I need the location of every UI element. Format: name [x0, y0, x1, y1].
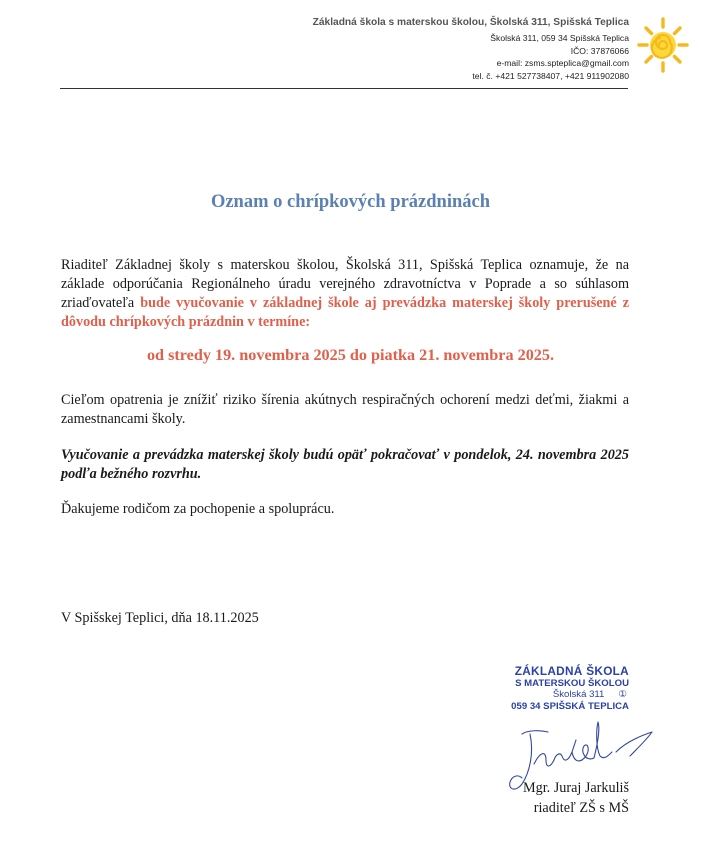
stamp-street: Školská 311 — [552, 689, 605, 700]
notice-paragraph-3: Vyučovanie a prevádzka materskej školy budú opäť pokračovať v pondelok, 24. novembra 2025 podľa bežného rozvrhu. — [61, 447, 629, 482]
school-ico: IČO: 37876066 — [570, 45, 629, 56]
stamp-line-4: 059 34 SPIŠSKÁ TEPLICA — [511, 700, 629, 712]
stamp-line-2: S MATERSKOU ŠKOLOU — [515, 677, 629, 689]
signatory-name: Mgr. Juraj Jarkuliš — [522, 780, 629, 796]
school-name: Základná škola s materskou školou, Školská 311, Spišská Teplica — [312, 17, 629, 28]
signatory-role: riaditeľ ZŠ s MŠ — [533, 800, 629, 816]
stamp-line-3 — [511, 689, 629, 701]
closure-dates: od stredy 19. novembra 2025 do piatka 21. novembra 2025. — [146, 346, 555, 364]
header-divider — [60, 88, 628, 89]
stamp-number: ① — [618, 689, 627, 700]
place-and-date: V Spišskej Teplici, dňa 18.11.2025 — [61, 610, 259, 626]
stamp-line-1: ZÁKLADNÁ ŠKOLA — [514, 664, 629, 678]
sun-logo-icon — [636, 16, 690, 74]
signatory — [523, 778, 629, 818]
notice-paragraph-4: Ďakujeme rodičom za pochopenie a spoluprácu. — [61, 501, 335, 517]
paragraph-1-highlight: bude vyučovanie v základnej škole aj prevádzka materskej školy prerušené z dôvodu chrípkových prázdnin v termíne: — [61, 295, 630, 330]
school-stamp — [511, 666, 629, 712]
school-email: e-mail: zsms.spteplica@gmail.com — [496, 58, 629, 69]
letterhead — [313, 16, 629, 82]
notice-paragraph-2: Cieľom opatrenia je znížiť riziko šírenia akútnych respiračných ochorení medzi deťmi, žiakmi a zamestnancami školy. — [61, 392, 629, 427]
notice-title: Oznam o chrípkových prázdninách — [210, 192, 491, 212]
school-phone: tel. č. +421 527738407, +421 911902080 — [472, 70, 629, 81]
school-address: Školská 311, 059 34 Spišská Teplica — [490, 33, 629, 43]
notice-paragraph-1 — [61, 256, 629, 332]
paragraph-1-text: Riaditeľ Základnej školy s materskou školou, Školská 311, Spišská Teplica oznamuje, že na základe odporúčania Regionálneho úradu verejného zdravotníctva v Poprade a so súhlasom zriaďovateľa — [61, 257, 629, 311]
